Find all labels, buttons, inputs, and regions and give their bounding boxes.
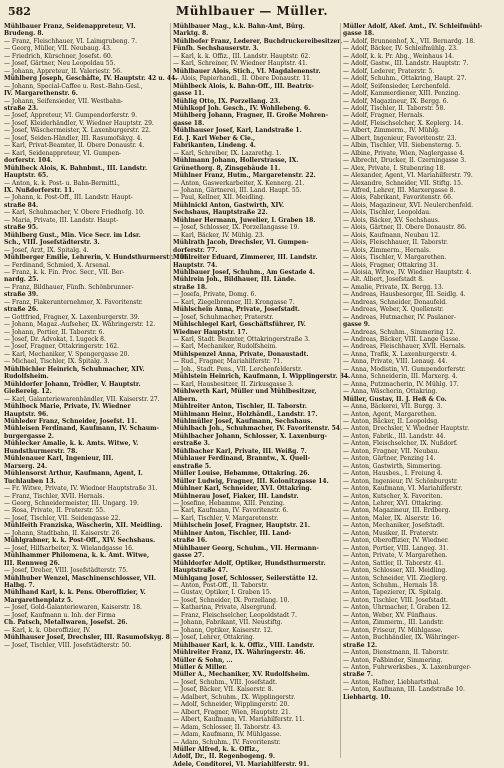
directory-entry-line: — Adolf, Magazineur, IX. Bergg. 6. [343,97,449,105]
directory-entry-line: gasse 27. [173,552,205,560]
directory-entry-line: — Alexandre, Schneider, VII. Stiftg. 15. [343,179,463,187]
directory-entry-line: Müller A., Mechaniker, XV. Rudolfsheim. [173,671,310,679]
directory-entry-line: — Josef, Kleiderhändler, V. Wiedner Hauptstr. 29. [4,119,154,127]
directory-entry-line: Mühlbauer Alois, Stich., VI. Magdalenenstr. [173,67,321,75]
directory-entry-line: — Anton, Lehrer, XVI. Ottakring. [343,500,443,507]
directory-entry-line: — Josef, Dr. Advokat, I. Lugeck 8. [4,336,106,344]
directory-entry-line: Mühlrein Joh., Bildhauer, III. Lände. [173,276,297,284]
directory-entry-line: gasse 9. [343,321,371,329]
directory-entry-line: — Paul, Kellner, XII. Meidling. [173,194,265,202]
directory-entry-line: — Josef, Tischler, VII. Seidengasse 22. [4,514,121,522]
directory-entry-line: — Johann, Seifensieder, VII. Westbahn- [4,97,123,105]
directory-entry-line: Mühlbauer Mag., k.k. Bahn-Amt, Bürg. [173,23,305,30]
directory-entry-line: Müller Louise, Hebamme, Ottakring. 26. [173,470,310,478]
directory-entry-line: — Alt. Albert, Josefstadt 8. [343,276,424,284]
directory-entry-line: — Adalbert, Schuhm., IX. Wipplingerstr. [173,693,296,701]
directory-entry-line: — Karl, Schreiber, IX. Lazarethg. 1. [173,149,282,157]
directory-entry-line: — Rosa, Private, II. Praterstr. 55. [4,507,105,515]
directory-entry-line: — Adolf, Seifensieder, Lerchenfeld. [343,82,451,90]
directory-entry-line: — Anton, Fleischselcher, IX. Nußdorf. [343,440,458,448]
directory-entry-line: — Anton, Agent, Margarethen. [343,410,437,418]
directory-entry-line: — Alfred, Lehrer, III. Marxergasse 8. [343,186,456,194]
directory-entry-line: Marxerg. 24. [4,462,48,470]
directory-entry-line: IV. Margarethenstr. 6. [4,90,78,98]
directory-entry-line: Mühlkopf Joh. Gesch., IV. Wohllebeng. 6. [173,104,311,112]
directory-entry-line: Adele, Conditorei, VI. Mariahilferstr. 91. [173,760,310,768]
directory-entry-line: Liebhartg. 10. [343,693,391,701]
directory-entry-line: — Josef, Kaufmann u. Inh. der Firma [4,611,116,619]
directory-entry-line: Mühlbacher Johann, Schlosser, X. Laxenburg- [173,432,328,440]
directory-entry-line: — Josef, Schneider, IX. Porzellang. 10. [173,596,290,604]
directory-entry-line: Hauptstr. 96. [4,410,49,418]
directory-entry-line: Mühlnerau Josef, Fiaker, III. Landstr. [173,492,299,500]
directory-entry-line: Mühlbauer Josef, Schuhm., Am Gestade 4. [173,268,315,276]
directory-entry-line: — Anton, Fabrik., III. Landstr. 44. [343,432,446,440]
directory-entry-line: — Adam, Kaufmann, IV. Mühlgasse. [173,731,282,739]
directory-entry-line: — Gustav, Optiker, I. Graben 15. [173,589,272,597]
directory-entry-line: Mühlbauer Georg, Schuhm., VII. Hermann- [173,544,319,552]
directory-entry-line: — Michael, Tischler, IX. Spitalg. 3. [4,358,110,366]
directory-entry-line: Mühlbauer Franz, Seidenappreteur, VI. [4,23,136,30]
directory-entry-line: — Franz, Fleischselcher, Leopoldstadt 7. [173,611,297,619]
directory-entry-line: — Anton, Uhrmacher, I. Graben 12. [343,604,451,612]
directory-entry-line: — Albert, Fragner, Wien, Hauptstr. 21. [173,708,291,716]
directory-entry-line: dorferstr. 104. [4,157,53,165]
directory-entry-line: — Karl, k. k. Oberoffizier, IV. [4,626,91,634]
directory-entry-line: Mühlbichler Heinrich, Schuhmacher, XIV. [4,365,145,373]
directory-entry-line: — Rud., Fragner, Mariahilferstr. 71. [173,358,283,366]
directory-entry-line: — Josef, Gärtner, Neu Leopoldau 55. [4,60,116,68]
directory-entry-line: — Anton, Drechsler, V. Wiedner Hauptstr. [343,425,470,433]
directory-entry-line: gasse 18. [343,30,375,38]
directory-entry-line: straße 12. [343,641,378,649]
directory-entry-line: nardg. 25. [4,276,39,284]
directory-entry-line: Hundsthurmerstr. 78. [4,447,78,455]
directory-entry-line: — Adolf, Brunnenhof, X., VII. Bernardg. 18. [343,37,476,45]
column-right [340,23,503,758]
directory-entry-line: straße 95. [4,224,39,232]
directory-entry-line: — Anton, Sattler, II. Taborstr. 41. [343,559,444,567]
directory-entry-line: — Josef, Schuhmacher, Praterstr. [173,313,274,321]
directory-entry-line: Mühlreiter Anton, Tischler, II. Taborstr. [173,403,307,411]
directory-entry-line: — Josefa, Private, Domg. 6. [173,291,257,299]
directory-entry-line: Mühlgang Josef, Schlosser, Seilerstätte 12. [173,574,318,582]
directory-entry-line: — Alois, Fragner, Ottakring 31. [343,261,439,269]
directory-entry-line: Mühlnickl Anton, Gastwirth, XIV. [173,201,285,209]
directory-entry-line: gasse 11. [173,90,205,98]
directory-entry-line: — Anton, Kaufmann, VI. Mariahilferstr. [343,485,463,493]
directory-entry-line: Mühlgrabner, k. k. Post-Off., XIV. Sechshaus. [4,537,156,545]
directory-entry-line: — Anton, Friseur, IV. Mühlgasse. [343,626,443,634]
directory-entry-line: Mühlstein Heinrich, Kaufmann, I. Wipplingerstr. 34. [173,373,351,381]
directory-entry-line: — Anna, Private, VIII. Lenaug. 44. [343,358,448,366]
directory-entry-line: — Andreas, Hutmacher, IV. Paulaner- [343,313,456,321]
directory-entry-line: — Anton, Buchhändler, IX. Währinger- [343,634,460,642]
directory-entry-line: — Katharina, Private, Alsergrund. [173,604,277,612]
directory-entry-line: — Adolf, Schuhm., Ottakring, Haupt. 27. [343,75,467,83]
directory-entry-line: dorferstr. 77. [173,246,218,254]
directory-entry-line: Halbg. 7. [4,581,35,589]
directory-entry-line: — Anna, Wäscherin, Ottakring. [343,388,438,396]
directory-entry-line: erstraße 3. [173,440,210,448]
directory-entry-line: — Karl, Mechaniker, V. Spengergasse 20. [4,350,130,358]
directory-entry-line: — Adolf, Schneider, Wipplingerstr. 20. [173,701,290,709]
directory-entry-line: — Johann, k. Post-Off., III. Landstr. Haupt- [4,194,133,202]
directory-entry-line: Mühlhuber Wenzel, Maschinenschlosser, VII. [4,574,156,582]
directory-entry-line: — Andreas, Schneider, Donaufeld. [343,298,448,306]
directory-entry-line: Mühlspenzel Anna, Private, Donaustadt. [173,350,309,358]
directory-entry-line: — Anna, Putzmacherin, IV. Mühlg. 17. [343,380,459,388]
directory-entry-line: — Alois, Papierhandl., II. Obere Donaustr. 11. [173,75,312,83]
directory-entry-line: Mühlschlegel Karl, Geschäftsführer, IV. [173,321,306,329]
directory-entry-line: Mühlenauer Karl, Ingenieur, III. [4,455,114,463]
directory-entry-line: — Franz, k. k. Fin. Proc. Secr., VII. Ber- [4,268,125,276]
directory-entry-line: Mühlmann Heinr., Holzhändl., Landstr. 17. [173,410,318,418]
directory-entry-line: Müller Adolf, Akef. Amt., IV. Schleifmühl- [343,23,483,30]
directory-entry-line: — Josef, Tischler, VIII. Josefstädterstr. 50. [4,641,132,649]
directory-entry-line: Mühlberg Johann, Fragner, II. Große Mohren- [173,112,328,120]
directory-entry-line: — Joh., Stadt. Pens., VII. Lerchenfelderstr. [173,365,303,373]
directory-entry-line: Mühlmüller Josef, Kaufmann, Sechshaus. [173,418,313,426]
directory-entry-line: enstraße 5. [173,462,212,470]
directory-entry-line: straße 26. [4,306,39,314]
directory-entry-line: — Adolf, k. k. Pr. Abg., Weinhaus 14. [343,52,454,60]
directory-entry-line: — Andreas, Fleischhauer, XVII. Hernals. [343,343,466,351]
directory-entry-line: Müller, Gustav, II. J. Heß & Co. [343,395,447,403]
directory-entry-line: — Alois, Gärtner, II. Obere Donaustr. 86. [343,224,467,232]
directory-entry-line: — Anton, Musiker, II. Praterstr. [343,529,439,537]
directory-entry-line: Mühlbeck Alois, K. Bahnbmt., III. Landstr. [4,164,148,172]
directory-entry-line: — Josef, Hilfsarbeiter, X. Wielandgasse 16. [4,544,134,552]
directory-entry-line: — Josef, Seiden-Händler, III. Rasumofskyg. 4. [4,134,143,142]
directory-entry-line: straße 7. [343,671,373,679]
directory-entry-line: — Franz, Bildhauer, Fünfh. Schönbrunner- [4,283,134,291]
directory-entry-line: Mühlrath Jacob, Drechsler, VI. Gumpen- [173,239,309,247]
directory-entry-line: — Adam, Schuhm., IV. Favoritenstr. [173,738,281,746]
directory-entry-line: IX. Nußdorferstr. 11. [4,186,75,194]
directory-entry-line: — Georg, Schneidermeister, III. Ungarg. 19. [4,500,139,507]
directory-entry-line: — Franz, Tischler, XVII. Hernals. [4,492,105,500]
directory-entry-line: Mühlner Hermann, Juwelier, I. Graben 18. [173,216,316,224]
directory-entry-line: — Adolf, Gastw., III. Landstr. Hauptstr. 7. [343,60,469,68]
directory-entry-line: Müller Ludwig, Fragner, III. Kolonitzgasse 14. [173,477,329,485]
directory-entry-line: — Karl, Stadt. Beamter, Ottakringerstraße 3. [173,336,310,344]
directory-entry-line: Mühlwerth Karl, Müller und Mühlbesitzer, [173,388,317,396]
directory-entry-line: Wiedner Hauptstr. 17. [173,328,248,336]
directory-entry-line: — Anna, Bäckerei, VII. Burgg. 3. [343,403,443,411]
directory-entry-line: — Johann, Optiker, Kaiserstr. 12. [173,626,273,634]
directory-entry-line: Mühlhammer Philomena, k. k. Amt. Witwe, [4,552,150,560]
directory-entry-line: — Johann, Special-Caffee u. Rest.-Bahn-Gesl., [4,82,143,90]
directory-entry-line: — Josef, Wäschermeister, X. Laxenburgerstr. 22. [4,127,151,135]
directory-entry-line: — Gottfried, Fragner, X. Laxenburgerstr. 39. [4,313,140,321]
directory-entry-line: — Adolf, Fragner, Hernals. [343,112,425,120]
directory-entry-line: Mühlauer Ferdinand, Branntw., X. Quell- [173,455,311,463]
directory-entry-line: — Albert, Kaufmann, VI. Mariahilferstr. 11. [173,716,305,724]
directory-entry-line: — Johann, Appreteur, II. Valeriestr. 56. [4,67,122,75]
directory-entry-line: — Alexander, Agent, VI. Mariahilferstr. 79. [343,172,473,180]
directory-entry-line: — Josef, Appreteur, VI. Gumpendorferstr. 9. [4,112,137,120]
directory-entry-line: Marktg. 8. [173,30,209,38]
directory-entry-line: — Friedrich, Kürschner, Josefst. 60. [4,52,113,60]
directory-entry-line: gasse 18. [173,119,205,127]
directory-entry-line: — Anton, Portier, VIII. Langeg. 31. [343,544,449,552]
directory-entry-line: — Anton, Tischler, VIII. Josefstadt. [343,596,448,604]
directory-entry-line: — Karl, Kaufmann, IV. Favoritenstr. 6. [173,507,289,515]
directory-entry-line: — Josef, Fragner, Ottakringerstr. 162. [4,343,120,351]
directory-entry-line: — Alois, Tischler, V. Margarethen. [343,254,447,262]
directory-entry-line: — Karl, k. k. Offiz., III. Landstr. Hauptstr. 62. [173,52,311,60]
directory-entry-line: — Josef, Lehrer, Ottakring. [173,634,255,642]
directory-entry-line: — Anton, Private, V. Margarethen. [343,552,448,560]
directory-entry-line: — Albert, Zimmerm., IV. Mühlg. [343,127,440,135]
directory-entry-line: — Karl, Hausbesitzer, II. Zirkusgasse 3. [173,380,294,388]
directory-entry-line: Mühlbacher Karl, Private, III. Weißg. 7. [173,447,307,455]
directory-entry-line: — Josef, Dreher, VIII. Josefstädterstr. 75. [4,567,128,575]
directory-entry-line: — Anton, Hausbes., I. Freiung 4. [343,470,443,478]
directory-entry-line: — Andreas, Bäcker, VIII. Lange Gasse. [343,336,461,344]
directory-entry-line: Mühlbauer Karl, k. k. Offiz., VIII. Landstr. [173,641,315,649]
directory-entry-line: Ch. Patsch, Metallwaren, Josefst. 26. [4,619,128,627]
directory-entry-line: — Anton, Hafner, Liebhartsthal. [343,678,441,686]
directory-entry-line: Mühlbach Joh., Schuhmacher, IV. Favoritenstr. 54. [173,425,343,433]
page-number: 582 [8,5,31,18]
directory-entry-line: — Anton, Kutscher, X. Favoriten. [343,492,443,500]
directory-entry-line: straße 84. [4,201,39,209]
directory-entry-line: straße 18. [173,283,208,291]
directory-entry-line: straße 23. [4,104,39,112]
directory-entry-line: — Anton, Weber, XV. Fünfhaus. [343,611,438,619]
directory-entry-line: straße 16. [173,537,208,545]
directory-entry-line: — Franz, Fleischhauer, VI. Laimgrubeng. 7. [4,37,137,45]
directory-entry-line: straße 39. [4,291,39,299]
directory-entry-line: — Anton, Kaufmann, III. Landstraße 10. [343,686,465,694]
directory-entry-line: Mühlschein Josef, Fragner, Hauptstr. 21. [173,522,310,530]
directory-entry-line: — Albine, Private, Wien, Naglergasse 4. [343,149,465,157]
directory-entry-line: Mühlfeith Franziska, Wäscherin, XII. Meidling. [4,522,163,530]
directory-entry-line: — Karl, Mechaniker, Rudolfsheim. [173,343,278,351]
directory-entry-line: Müller Alfred, k. k. Offiz., [173,745,260,753]
directory-entry-line: Mühlig Otto, IX. Porzellang. 23. [173,97,281,105]
directory-entry-line: — Johann, Magaz.-Aufseher, IX. Währingerstr. 12. [4,321,156,329]
directory-entry-line: — Anton, Bäcker, II. Leopoldsg. [343,418,440,426]
directory-entry-line: — Anton, Zimmerm., III. Landstr. [343,619,444,627]
directory-entry-line: Müller & Sohn, ... [173,656,233,664]
directory-entry-line: — Alois, Magazineur, XVI. Neulerchenfeld. [343,201,473,209]
directory-entry-line: — Andreas, Hausbesorger, III. Seidlg. 4. [343,291,466,299]
directory-entry-line: Mühlmann Johann, Hollerstrasse, IX. [173,157,299,165]
directory-entry-line: Mühlberger Emilie, Lehrerin, V. Hundsthurmerstr. 106. [4,254,191,262]
directory-entry-line: — Alois, Tischler, Leopoldau. [343,209,432,217]
directory-entry-line: III. Rennweg 26. [4,559,60,567]
directory-entry-line: — Adolf, Tischler, II. Taborstr. 58. [343,104,446,112]
directory-entry-line: — Ferdinand, Schmied, X. Arsenal. [4,261,111,269]
directory-entry-line: — Anton, Mechaniker, Josefstadt. [343,522,445,530]
directory-entry-line: — Alex, Private, I. Stubenring 18. [343,164,446,172]
directory-entry-line: — Adolf, Fleischselcher, X. Keplerg. 14. [343,119,463,127]
directory-entry-line: — Adolf, Kammerdiener, XIII. Penzing. [343,90,461,98]
directory-entry-line: — Anton, k. k. Post- u. Bahn-Bermittl., [4,179,120,187]
directory-entry-line: Mühldorfer Adolf, Optiker, Hundsthurmerstr. [173,559,326,567]
directory-entry-line: — Anton, Post-Off., II. Taborstr. [173,581,269,589]
directory-entry-line: — Anton, Schuhm., Hernals 18. [343,581,439,589]
directory-entry-line: — Anton, Magazineur, III. Erdberg. [343,507,451,515]
directory-entry-line: Mühlhauser Josef, Karl, Landstraße 1. [173,127,302,135]
directory-entry-line: — Karl, Privat-Beamter, II. Obere Donaustr. 4. [4,142,145,150]
directory-entry-line: — Josefine, Hebamme, XIII. Penzing. [173,500,285,507]
directory-entry-line: — Adolf, Lederer, Praterstr. 5. [343,67,435,75]
directory-entry-line: — Johann, Portier, II. Taborstr. 6. [4,328,105,336]
directory-entry-line: — Anton, Tapezierer, IX. Spitalg. [343,589,443,597]
directory-entry-line: — Albin, Tischler, VII. Siebensterng. 5. [343,142,462,150]
directory-entry-line: Hauptstr. 65. [4,172,49,180]
directory-entry-line: Mühlreiter Eduard, Zimmerer, III. Landstr. [173,254,318,262]
directory-entry-line: Mühlberg Gust., Min. Vice Secr. im Ldsr. [4,231,141,239]
directory-entry-line: Mühlner Karl, Schneider, XVI. Ottakring. [173,485,312,493]
directory-entry-line: — Anton, Fuhrwerksbes., X. Laxenburger- [343,663,472,671]
directory-entry-line: Sechshaus, Hauptstraße 22. [173,209,268,217]
directory-entry-line: Tuchlauben 13. [4,477,56,485]
directory-entry-line: Margarethenplatz 5. [4,596,73,604]
directory-entry-line: — Karl, Schuhmacher, V. Obere Friedhofg. 10. [4,209,145,217]
directory-entry-line: — Anna, Schneiderin, III. Marxerg. 4. [343,373,458,381]
directory-entry-line: — Albert, Ingenieur, Favoritenstr. 23. [343,134,457,142]
directory-entry-line: Mühleisen Ferdinand, Kaufmann, IV. Schaum- [4,425,159,433]
directory-entry-line: Mühlbeck Alois, k. Bahn-Off., III. Beatrix- [173,82,314,90]
directory-entry-line: — Johann, Gärtnerei, III. Land. Haupt. 55. [173,186,302,194]
directory-entry-line: — Anton, Maler, IX. Alserstr. 16. [343,514,442,522]
directory-entry-line: Rudolfsheim. [4,373,49,381]
directory-entry-line: — Josef, Bäcker, VII. Kaiserstr. 8. [173,686,274,694]
directory-entry-line: — Andreas, Schuhm., Simmering 12. [343,328,456,336]
directory-entry-line: — Karl, Schreiner, IV. Wiedner Hauptstr. 41. [173,60,308,68]
directory-entry-line: Fabrikanten, Lindeng. 4. [173,142,256,150]
directory-entry-line: — Alois, Fleischhauer, II. Taborstr. [343,239,448,247]
directory-entry-line: Mühleder Franz, Schneider, Josefst. 11. [4,418,137,426]
directory-entry-line: — Johann, Stadtbahn, II. Kaiserstr. 26. [4,529,122,537]
directory-entry-line: Mühlbofer Franz, Lederer, Buchdruckereibesitzer, [173,37,343,45]
directory-entry-line: — Karl, Ziegelbrenner, III. Krongasse 7. [173,298,295,306]
directory-entry-line: — Josef, Gold-Galanteriewaren, Kaiserstr. 18. [4,604,142,612]
directory-entry-line: — Adolf, Bäcker, IV. Schleifmühlg. 23. [343,45,458,53]
page-title: Mühlbauer — Müller. [175,4,329,18]
directory-entry-line: — Karl, Galanteriewarenhändler, VII. Kaiserstr. 27. [4,395,160,403]
directory-entry-line: — Josef, Arzt, IX. Spitalg. 4. [4,246,89,254]
directory-entry-line: — Andreas, Weber, X. Quellenstr. [343,306,444,314]
directory-entry-line: — Anna, Modistin, VI. Gumpendorferstr. [343,365,466,373]
directory-entry-line: Mühlecker Amalie, k. k. Amts. Witwe, V. [4,440,139,448]
directory-entry-line: Ed. J. Karl Weber & Cie., [173,134,256,142]
directory-entry-line: — Alois, Kaufmann, Neubau 12. [343,231,440,239]
directory-entry-line: — Anton, Gärtner, Penzing 14. [343,455,436,463]
page-header [0,0,504,22]
directory-entry-line: — Karl, Seidenappreteur, VI. Gumpen- [4,149,122,157]
directory-entry-line: — Anton, Schlosser, XII. Meidling. [343,567,448,575]
directory-entry-line: Adolf, Dr., II. Regenbogeng. 9. [173,753,276,761]
directory-entry-line: — Anton, Ingenieur, IV. Schönburgstr. [343,477,458,485]
directory-entry-line: Mühlschein Anna, Private, Josefstadt. [173,306,300,314]
directory-entry-line: Albern. [173,395,198,403]
directory-entry-line: — Anton, Gaswerkarbeiter, X. Kennerg. 21. [173,179,305,187]
directory-entry-line: — Alois, Zimmerm., Hernals. [343,246,431,254]
directory-entry-line: — Josef, Schuhm., VIII. Josefstadt. [173,678,278,686]
directory-entry-line: Mühlhand Karl, k. k. Pens. Oberoffizier, V. [4,589,146,597]
directory-entry-line: — Anton, Faßbinder, Simmering. [343,656,443,664]
directory-entry-line: Sch., VIII. Josefstädterstr. 3. [4,239,100,247]
directory-entry-line: Hauptstr. 74. [173,261,218,269]
directory-entry-line: — Alois, Fabrikant, Favoritenstr. 66. [343,194,453,202]
directory-entry-line: Mühlberg Joseph, Geschäfte, IV. Hauptstr. 42 u. 44. [4,75,178,83]
directory-entry-line: — Johann, Fabrikant, VII. Neustiftg. [173,619,283,627]
directory-entry-line: Fünfh. Sechshauserstr. 3. [173,45,259,53]
directory-entry-line: Mühldorfer Johann, Trödler, V. Hauptstr. [4,380,141,388]
directory-entry-line: — Anton, Gastwirth, Simmering. [343,462,443,470]
directory-entry-line: Grünethorg. 8, Zinsgebäude 11. [173,164,281,172]
directory-entry-line: — Amalie, Private, IX. Bergg. 13. [343,283,444,291]
directory-entry-line: — Alois, Bäcker, XV. Sechshaus. [343,216,440,224]
directory-entry-line: — Anna, Trafik, X. Laxenburgerstr. 4. [343,350,457,358]
directory-entry-line: — Josef, Schlosser, IX. Porzellangasse 19. [173,224,300,232]
directory-entry-line: Brudeng. 8. [4,30,44,38]
directory-entry-line: — Maria, Private, III. Landstr. Haupt- [4,216,119,224]
directory-entry-line: Gießereig. 12. [4,388,52,396]
directory-entry-line: — Anton, Dienstmann, II. Taborstr. [343,649,449,657]
directory-entry-line: Mühlreiter Franz, IX. Währingerstr. 46. [173,649,306,657]
directory-entry-line: — Karl, Bäcker, IV. Mühlg. 23. [173,231,265,239]
directory-entry-line: Mühlbock Marie, Private, IV. Wiedner [4,403,131,411]
directory-entry-line: Mühlensorst Arthur, Kaufmann, Agent, I. [4,470,143,478]
directory-entry-line: Mühlner Franz, Hutm., Margaretenstr. 22. [173,172,316,180]
directory-entry-line: — Adam, Schlosser, II. Taborstr. 43. [173,723,282,731]
directory-entry-line: — Aloisia, Witwe, IV. Wiedner Hauptstr. 4. [343,268,472,276]
directory-entry-line: — Anton, Schneider, VII. Zieglerg. [343,574,448,582]
directory-entry-line: Müller & Miller. [173,663,228,671]
directory-entry-line: — Albrecht, Drucker, II. Czerningasse 3. [343,157,467,165]
directory-entry-line: — Anton, Oberoffizier, IV. Wiedner. [343,537,449,545]
directory-entry-line: Mühlhauser Josef, Drechsler, III. Rasumofskyg. 8. [4,634,172,642]
directory-entry-line: burgergasse 2. [4,432,54,440]
directory-entry-line: — Anton, Fragner, VII. Neubau. [343,447,440,455]
directory-entry-line: Hauptstraße 47. [173,567,228,575]
directory-entry-line: Mühlner Anton, Tischler, III. Land- [173,529,292,537]
directory-entry-line: — Fr. Witwe, Private, IV. Wiedner Hauptstraße 31. [4,485,158,493]
column-middle [170,23,351,768]
directory-entry-line: — Georg, Müller, VII. Neubaug. 43. [4,45,112,53]
directory-entry-line: — Franz, Fiakerunternehmer, X. Favoritenstr. [4,298,143,306]
directory-entry-line: — Karl, Tischler, V. Margaretenstr. [173,514,279,522]
